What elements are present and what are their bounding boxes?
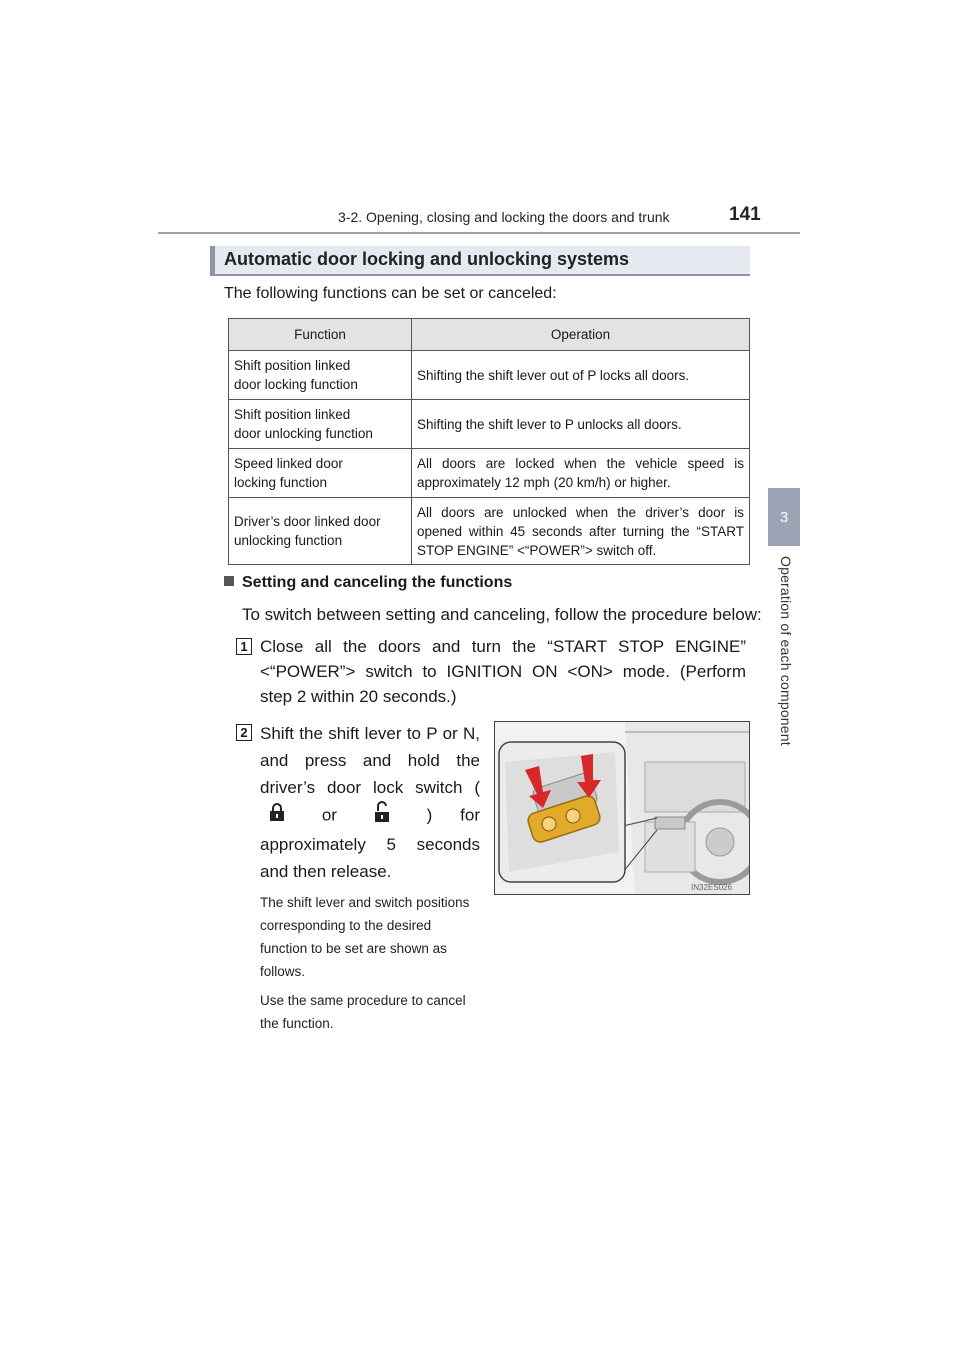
step-2-block: [260, 720, 480, 1035]
square-bullet-icon: [224, 576, 234, 586]
column-header-operation: Operation: [412, 319, 750, 351]
section-intro: The following functions can be set or canceled:: [224, 285, 557, 302]
procedure-heading: Setting and canceling the functions: [224, 574, 512, 592]
operation-cell: Shifting the shift lever out of P locks all doors.: [412, 351, 750, 400]
step-2-note: The shift lever and switch positions corresponding to the desired function to be set are shown as follows.: [260, 895, 470, 979]
function-table: [228, 318, 750, 565]
step-number-badge: 2: [236, 724, 252, 741]
step-2-text: Shift the shift lever to P or N, and press and hold the driver’s door lock switch ( or ) for approximately 5 seconds and then release.: [260, 724, 480, 881]
procedure-lead: To switch between setting and canceling, follow the procedure below:: [242, 605, 762, 624]
lock-icon: [260, 802, 294, 830]
table-row: [229, 498, 750, 565]
step-1-text: Close all the doors and turn the “START STOP ENGINE” <“POWER”> switch to IGNITION ON <ON> mode. (Perform step 2 within 20 seconds.): [260, 637, 746, 706]
header-divider: [158, 232, 800, 234]
function-cell: Shift position linked door locking function: [229, 351, 412, 400]
illustration-code: IN32ES026: [691, 883, 732, 892]
step-number-badge: 1: [236, 638, 252, 655]
function-cell: Shift position linked door unlocking function: [229, 400, 412, 449]
table-row: [229, 449, 750, 498]
page-number: 141: [729, 204, 761, 225]
function-cell: Speed linked door locking function: [229, 449, 412, 498]
chapter-title: Operation of each component: [778, 556, 794, 746]
step-2-note: Use the same procedure to cancel the function.: [260, 993, 466, 1031]
operation-cell: Shifting the shift lever to P unlocks all doors.: [412, 400, 750, 449]
section-heading-bar: [210, 246, 750, 276]
column-header-function: Function: [229, 319, 412, 351]
operation-cell: All doors are unlocked when the driver’s door is opened within 45 seconds after turning the “START STOP ENGINE” <“POWER”> switch off.: [412, 498, 750, 565]
unlock-icon: [365, 801, 399, 831]
chapter-tab: [768, 488, 800, 546]
chapter-number: 3: [779, 508, 789, 526]
function-cell: Driver’s door linked door unlocking function: [229, 498, 412, 565]
table-row: [229, 400, 750, 449]
door-lock-switch-illustration: [494, 721, 750, 895]
running-header: 3-2. Opening, closing and locking the doors and trunk: [338, 209, 670, 225]
section-title: Automatic door locking and unlocking systems: [224, 249, 630, 269]
table-row: [229, 351, 750, 400]
operation-cell: All doors are locked when the vehicle speed is approximately 12 mph (20 km/h) or higher.: [412, 449, 750, 498]
